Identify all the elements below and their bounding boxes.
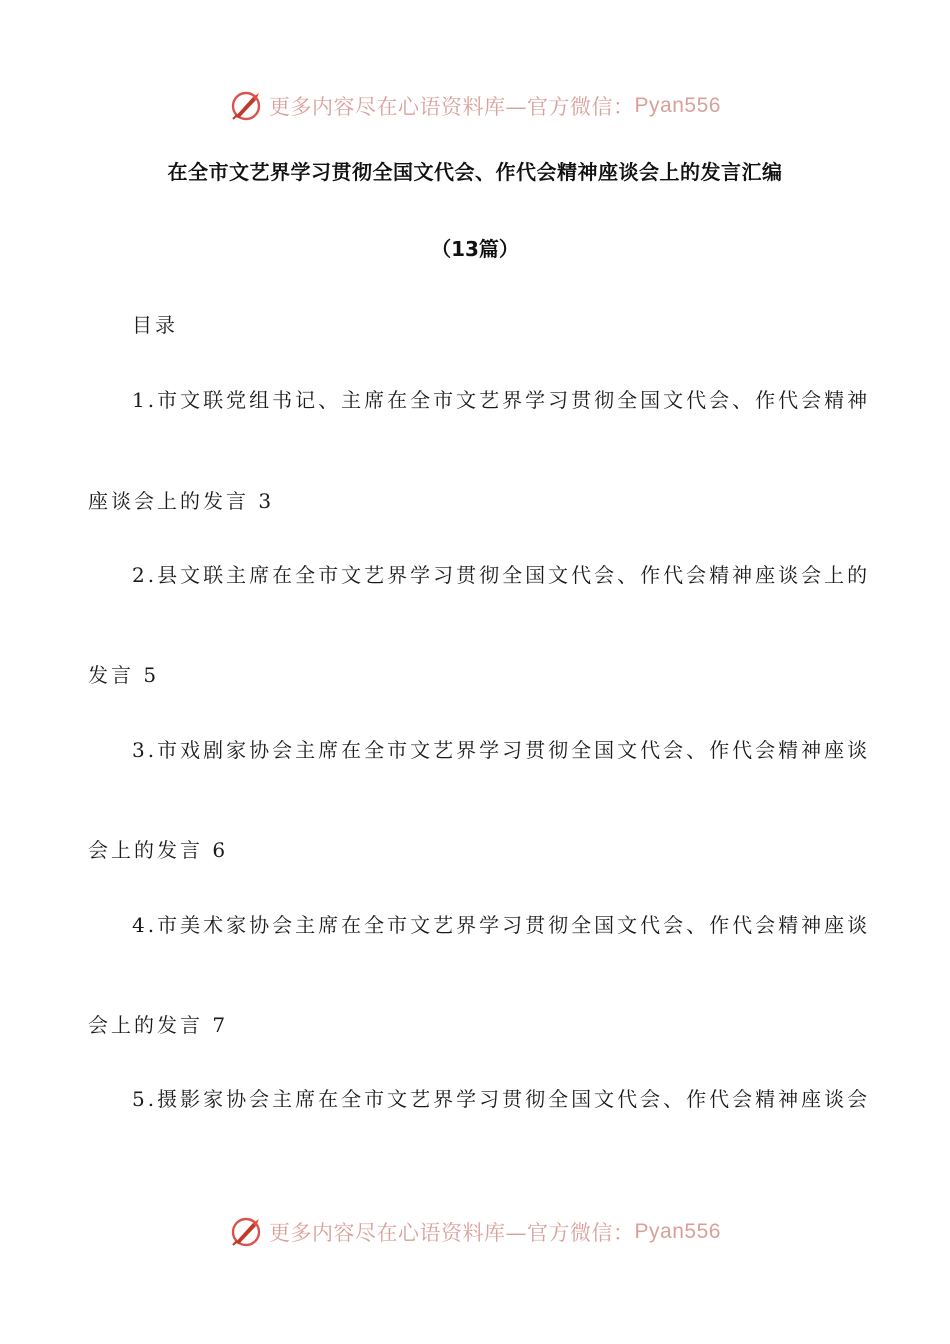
quill-logo-icon xyxy=(229,89,263,123)
watermark-text: 更多内容尽在心语资料库—官方微信： xyxy=(269,1221,635,1245)
toc-line: 会上的发言 7 xyxy=(88,1013,229,1037)
document-title: 在全市文艺界学习贯彻全国文代会、作代会精神座谈会上的发言汇编 xyxy=(167,160,783,184)
toc-line: 5.摄影家协会主席在全市文艺界学习贯彻全国文代会、作代会精神座谈会 xyxy=(132,1087,871,1111)
toc-line: 发言 5 xyxy=(88,663,160,687)
toc-line: 2.县文联主席在全市文艺界学习贯彻全国文代会、作代会精神座谈会上的 xyxy=(132,563,871,587)
footer-watermark xyxy=(0,1212,950,1252)
toc-line: 1.市文联党组书记、主席在全市文艺界学习贯彻全国文代会、作代会精神 xyxy=(132,388,871,412)
toc-line: 会上的发言 6 xyxy=(88,838,229,862)
header-watermark xyxy=(0,86,950,126)
watermark-handle: Pyan556 xyxy=(634,94,721,117)
toc-line: 3.市戏剧家协会主席在全市文艺界学习贯彻全国文代会、作代会精神座谈 xyxy=(132,738,871,762)
watermark-text: 更多内容尽在心语资料库—官方微信： xyxy=(269,95,635,119)
toc-heading: 目录 xyxy=(132,313,178,337)
toc-line: 4.市美术家协会主席在全市文艺界学习贯彻全国文代会、作代会精神座谈 xyxy=(132,913,871,937)
watermark-handle: Pyan556 xyxy=(634,1220,721,1243)
document-subtitle: （13篇） xyxy=(431,237,519,261)
quill-logo-icon xyxy=(229,1215,263,1249)
toc-line: 座谈会上的发言 3 xyxy=(88,489,275,513)
